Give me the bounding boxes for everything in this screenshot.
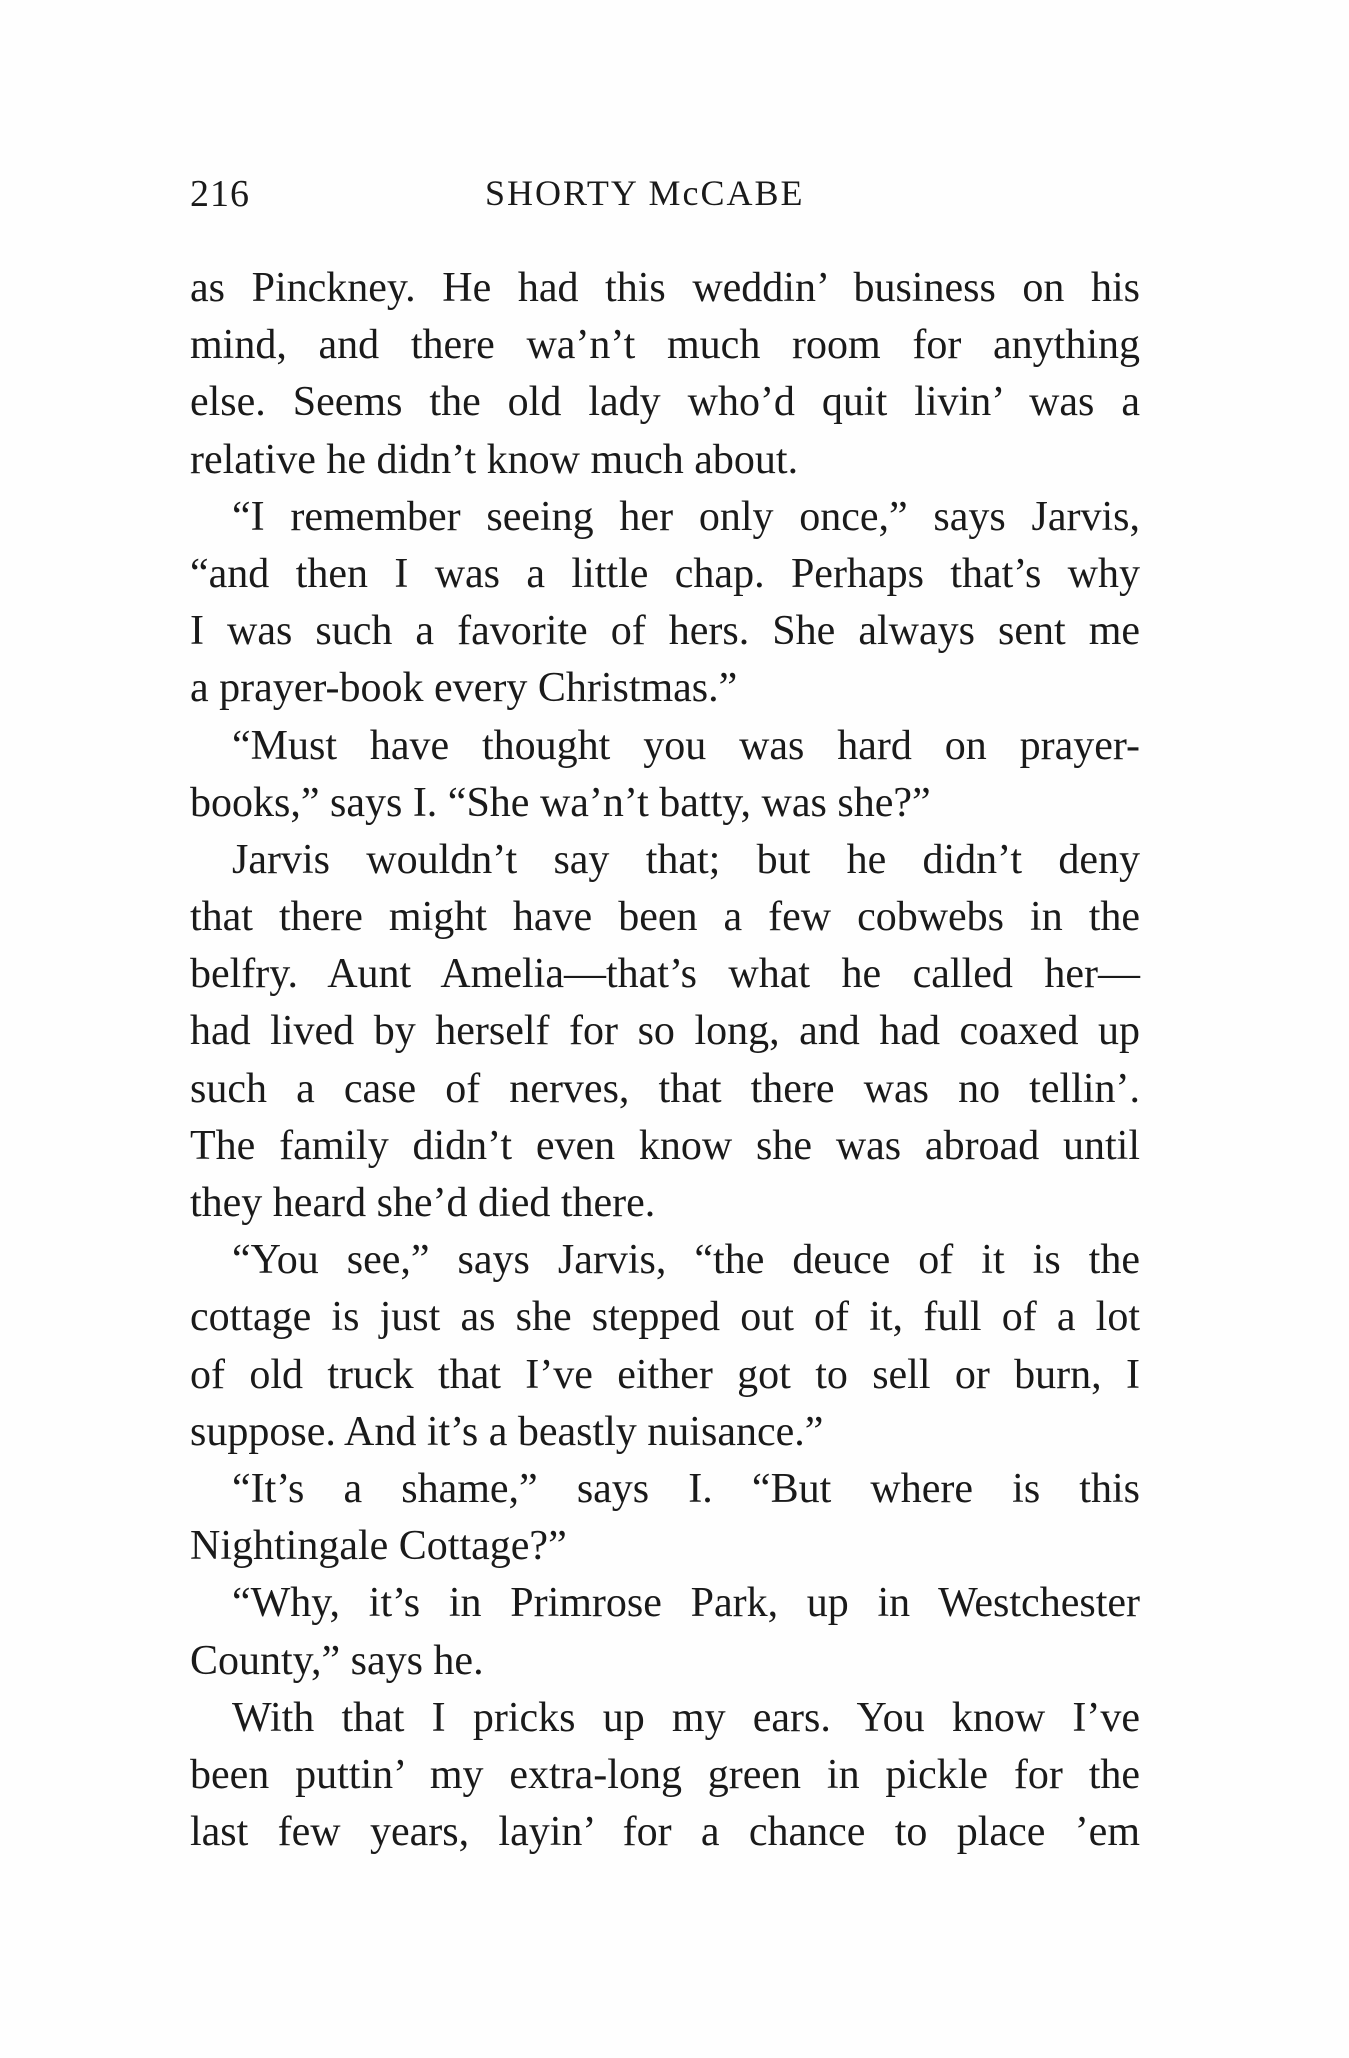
- text-line: “You see,” says Jarvis, “the deuce of it is the: [232, 1237, 1140, 1284]
- text-line: “Why, it’s in Primrose Park, up in Westchester: [232, 1580, 1140, 1627]
- text-line: The family didn’t even know she was abroad until: [190, 1122, 1140, 1169]
- text-line: such a case of nerves, that there was no tellin’.: [190, 1065, 1140, 1112]
- text-line: “I remember seeing her only once,” says Jarvis,: [232, 493, 1140, 540]
- text-line: as Pinckney. He had this weddin’ business on his: [190, 265, 1140, 311]
- text-line: books,” says I. “She wa’n’t batty, was she?”: [190, 779, 931, 826]
- text-line: that there might have been a few cobwebs in the: [190, 894, 1140, 941]
- text-line: last few years, layin’ for a chance to place ’em: [190, 1809, 1140, 1856]
- text-line: else. Seems the old lady who’d quit livin’ was a: [190, 379, 1140, 426]
- text-line: suppose. And it’s a beastly nuisance.”: [190, 1408, 824, 1455]
- text-line: had lived by herself for so long, and had coaxed up: [190, 1008, 1140, 1055]
- text-line: cottage is just as she stepped out of it, full of a lot: [190, 1294, 1140, 1341]
- text-line: “It’s a shame,” says I. “But where is this: [232, 1465, 1140, 1512]
- body-text: [190, 260, 1140, 1861]
- text-line: they heard she’d died there.: [190, 1180, 656, 1226]
- text-line: been puttin’ my extra-long green in pickle for the: [190, 1751, 1140, 1798]
- text-line: belfry. Aunt Amelia—that’s what he called her—: [190, 951, 1140, 998]
- running-title: SHORTY McCABE: [485, 173, 805, 213]
- text-line: Jarvis wouldn’t say that; but he didn’t deny: [232, 836, 1140, 883]
- page-number: 216: [190, 173, 250, 215]
- text-line: Nightingale Cottage?”: [190, 1523, 567, 1570]
- text-line: “Must have thought you was hard on prayer-: [232, 722, 1140, 769]
- text-line: relative he didn’t know much about.: [190, 436, 799, 483]
- text-line: “and then I was a little chap. Perhaps that’s why: [190, 550, 1140, 597]
- text-line: a prayer-book every Christmas.”: [190, 665, 738, 712]
- text-line: mind, and there wa’n’t much room for anything: [190, 322, 1140, 369]
- text-line: I was such a favorite of hers. She always sent me: [190, 608, 1140, 655]
- running-head: [190, 172, 1140, 222]
- text-line: County,” says he.: [190, 1637, 484, 1684]
- text-line: With that I pricks up my ears. You know I’ve: [232, 1694, 1140, 1741]
- text-line: of old truck that I’ve either got to sell or burn, I: [190, 1351, 1140, 1398]
